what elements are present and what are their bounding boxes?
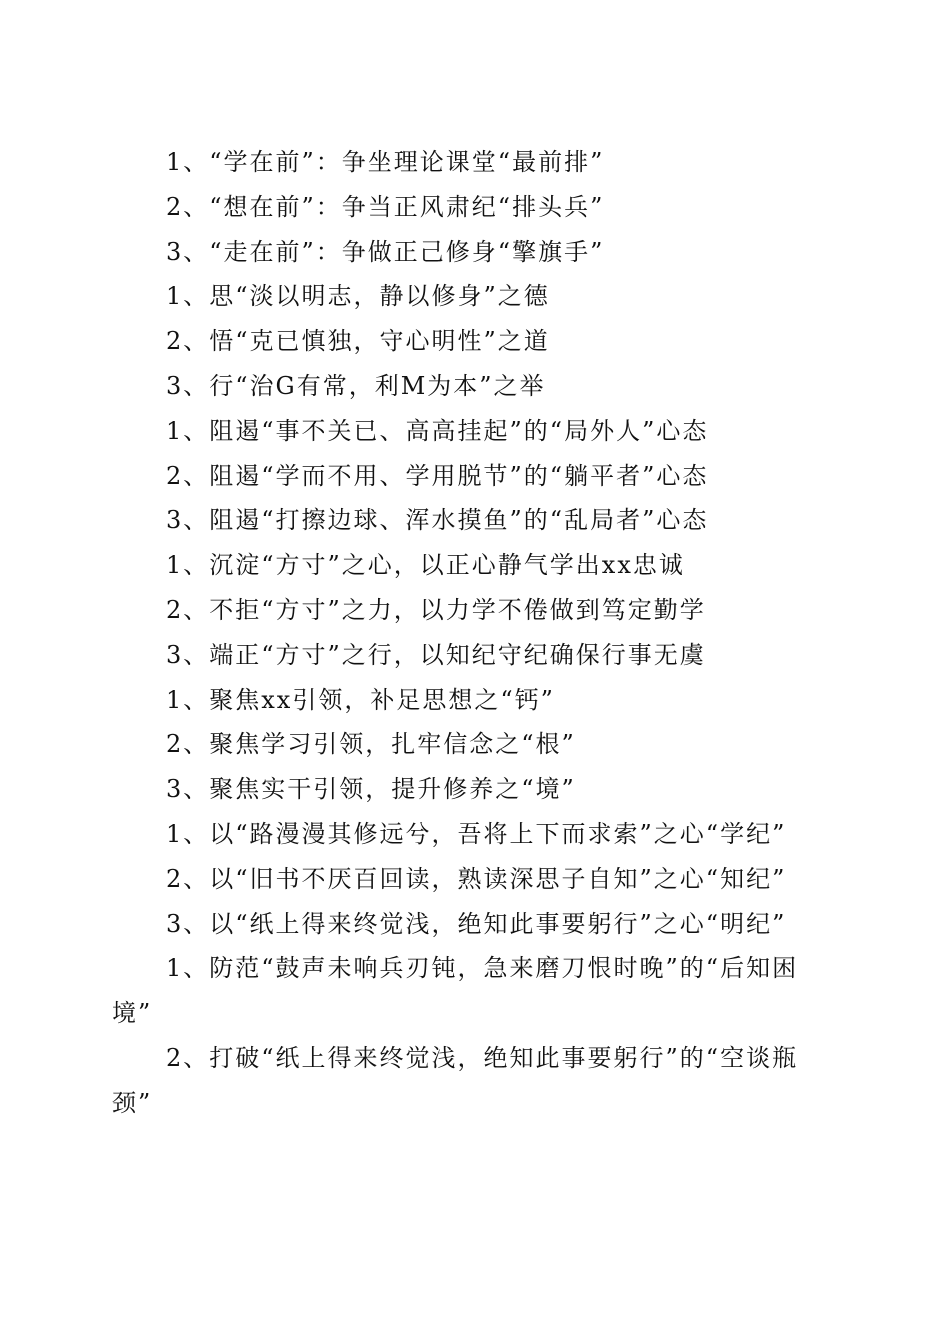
text-line: 2、打破“纸上得来终觉浅，绝知此事要躬行”的“空谈瓶颈” bbox=[112, 1043, 799, 1117]
text-line: 2、聚焦学习引领，扎牢信念之“根” bbox=[166, 730, 576, 759]
text-line: 1、防范“鼓声未响兵刃钝，急来磨刀恨时晚”的“后知困境” bbox=[112, 954, 799, 1028]
text-line: 1、聚焦xx引领，补足思想之“钙” bbox=[166, 685, 555, 714]
text-line: 3、阻遏“打擦边球、浑水摸鱼”的“乱局者”心态 bbox=[166, 506, 709, 535]
text-line: 1、阻遏“事不关已、高高挂起”的“局外人”心态 bbox=[166, 416, 709, 445]
text-line: 1、“学在前”：争坐理论课堂“最前排” bbox=[166, 148, 605, 176]
text-line: 2、不拒“方寸”之力，以力学不倦做到笃定勤学 bbox=[166, 595, 706, 624]
text-line: 1、以“路漫漫其修远兮，吾将上下而求索”之心“学纪” bbox=[166, 819, 787, 848]
text-line: 2、阻遏“学而不用、学用脱节”的“躺平者”心态 bbox=[166, 461, 709, 490]
text-line: 2、“想在前”：争当正风肃纪“排头兵” bbox=[166, 192, 605, 221]
text-line: 1、沉淀“方寸”之心，以正心静气学出xx忠诚 bbox=[166, 551, 685, 580]
text-line: 3、行“治G有常，利M为本”之举 bbox=[166, 371, 546, 400]
text-line: 3、“走在前”：争做正己修身“擎旗手” bbox=[166, 237, 605, 266]
text-line: 3、端正“方寸”之行，以知纪守纪确保行事无虞 bbox=[166, 640, 706, 669]
text-line: 3、聚焦实干引领，提升修养之“境” bbox=[166, 775, 576, 804]
text-line: 2、悟“克已慎独，守心明性”之道 bbox=[166, 327, 550, 356]
text-line: 2、以“旧书不厌百回读，熟读深思子自知”之心“知纪” bbox=[166, 864, 787, 893]
text-line: 1、思“淡以明志，静以修身”之德 bbox=[166, 282, 550, 311]
text-line: 3、以“纸上得来终觉浅，绝知此事要躬行”之心“明纪” bbox=[166, 909, 787, 938]
document-body bbox=[112, 140, 828, 1126]
